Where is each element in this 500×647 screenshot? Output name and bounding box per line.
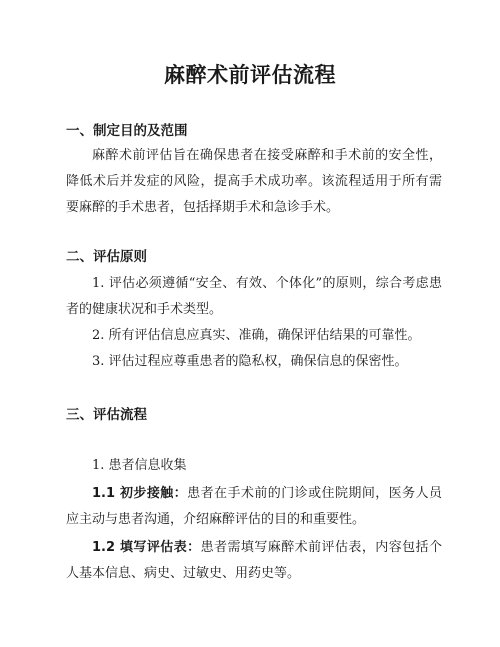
subitem-1-text: 患者在手术前的门诊或住院期间，医务人员应主动与患者沟通，介绍麻醉评估的目的和重要性。 [66, 486, 442, 527]
subitem-2-lead: 1.2 填写评估表： [92, 540, 201, 555]
process-subheading [66, 453, 442, 479]
section-paragraph-purpose: 麻醉术前评估旨在确保患者在接受麻醉和手术前的安全性，降低术后并发症的风险，提高手术成功率。该流程适用于所有需要麻醉的手术患者，包括择期手术和急诊手术。 [66, 148, 442, 215]
section-heading-principles: 二、评估原则 [66, 249, 147, 265]
process-subitem-2 [66, 535, 442, 587]
principle-item-2: 2. 所有评估信息应真实、准确，确保评估结果的可靠性。 [92, 328, 421, 343]
section-heading-purpose: 一、制定目的及范围 [66, 123, 188, 139]
principle-item-3: 3. 评估过程应尊重患者的隐私权，确保信息的保密性。 [92, 354, 408, 369]
section-heading-process: 三、评估流程 [66, 407, 147, 423]
process-subheading-text: 1. 患者信息收集 [92, 458, 187, 473]
subitem-1-lead: 1.1 初步接触： [92, 486, 188, 501]
process-subitem-1 [66, 481, 442, 533]
subitem-2-text: 患者需填写麻醉术前评估表，内容包括个人基本信息、病史、过敏史、用药史等。 [66, 540, 442, 581]
document-title: 麻醉术前评估流程 [164, 63, 336, 87]
principle-item-1: 1. 评估必须遵循“安全、有效、个体化”的原则，综合考虑患者的健康状况和手术类型。 [66, 276, 442, 317]
